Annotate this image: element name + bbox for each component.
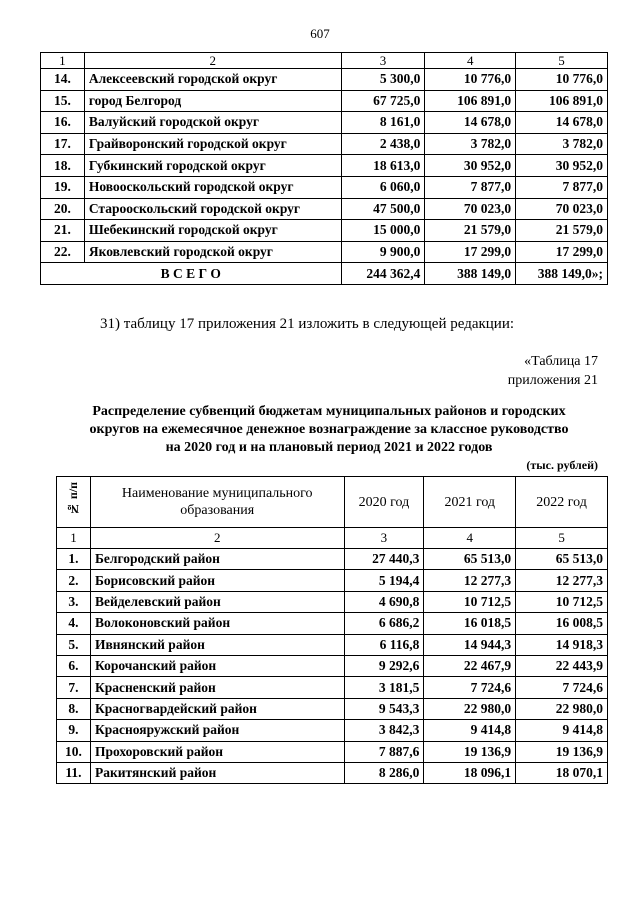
amount-cell: 21 579,0 xyxy=(425,220,516,242)
amount-cell: 14 678,0 xyxy=(425,112,516,134)
amount-cell: 9 900,0 xyxy=(341,241,425,263)
amount-cell: 21 579,0 xyxy=(516,220,608,242)
table-row xyxy=(57,655,608,676)
amount-cell: 9 414,8 xyxy=(424,720,516,741)
number-cell: 2 xyxy=(90,528,344,549)
amount-cell: 22 980,0 xyxy=(516,698,608,719)
table-row xyxy=(57,677,608,698)
total-row xyxy=(41,263,608,285)
number-row xyxy=(57,528,608,549)
row-number: 6. xyxy=(57,655,91,676)
header-cell: 2 xyxy=(84,53,341,69)
amount-cell: 19 136,9 xyxy=(424,741,516,762)
column-header-row xyxy=(57,477,608,528)
subvention-table xyxy=(56,476,608,784)
column-header: 2022 год xyxy=(516,477,608,528)
number-cell: 4 xyxy=(424,528,516,549)
amount-cell: 22 980,0 xyxy=(424,698,516,719)
row-number: 9. xyxy=(57,720,91,741)
amount-cell: 16 018,5 xyxy=(424,613,516,634)
table-row xyxy=(41,155,608,177)
amount-cell: 14 918,3 xyxy=(516,634,608,655)
amount-cell: 65 513,0 xyxy=(516,549,608,570)
amount-cell: 6 060,0 xyxy=(341,176,425,198)
amount-cell: 30 952,0 xyxy=(425,155,516,177)
district-name: Белгородский район xyxy=(90,549,344,570)
municipality-name: Яковлевский городской округ xyxy=(84,241,341,263)
amount-cell: 7 877,0 xyxy=(516,176,608,198)
column-header: Наименование муниципального образования xyxy=(90,477,344,528)
amount-cell: 7 887,6 xyxy=(344,741,424,762)
row-number-header: № п/п xyxy=(65,482,80,517)
amount-cell: 22 443,9 xyxy=(516,655,608,676)
amount-cell: 2 438,0 xyxy=(341,133,425,155)
row-number: 20. xyxy=(41,198,85,220)
district-name: Прохоровский район xyxy=(90,741,344,762)
amount-cell: 3 181,5 xyxy=(344,677,424,698)
amount-cell: 7 724,6 xyxy=(516,677,608,698)
table-row xyxy=(57,720,608,741)
amount-cell: 4 690,8 xyxy=(344,591,424,612)
amount-cell: 65 513,0 xyxy=(424,549,516,570)
row-number: 15. xyxy=(41,90,85,112)
amount-cell: 17 299,0 xyxy=(516,241,608,263)
district-name: Красногвардейский район xyxy=(90,698,344,719)
district-name: Борисовский район xyxy=(90,570,344,591)
row-number: 17. xyxy=(41,133,85,155)
municipality-name: Новооскольский городской округ xyxy=(84,176,341,198)
table-row xyxy=(41,133,608,155)
table-row xyxy=(41,176,608,198)
row-number: 1. xyxy=(57,549,91,570)
district-name: Красненский район xyxy=(90,677,344,698)
row-number: 7. xyxy=(57,677,91,698)
total-amount: 388 149,0»; xyxy=(516,263,608,285)
amount-cell: 7 877,0 xyxy=(425,176,516,198)
header-cell: 3 xyxy=(341,53,425,69)
district-name: Волоконовский район xyxy=(90,613,344,634)
amount-cell: 3 782,0 xyxy=(425,133,516,155)
table-note-line2: приложения 21 xyxy=(507,373,598,388)
municipality-name: Грайворонский городской округ xyxy=(84,133,341,155)
table-row xyxy=(41,90,608,112)
header-cell: 5 xyxy=(516,53,608,69)
table-row xyxy=(57,762,608,783)
amount-cell: 6 686,2 xyxy=(344,613,424,634)
amount-cell: 5 300,0 xyxy=(341,69,425,91)
header-row xyxy=(41,53,608,69)
table-note-line1: «Таблица 17 xyxy=(524,354,598,369)
row-number: 2. xyxy=(57,570,91,591)
row-number: 4. xyxy=(57,613,91,634)
total-label: В С Е Г О xyxy=(41,263,342,285)
amount-cell: 10 776,0 xyxy=(425,69,516,91)
amount-cell: 18 096,1 xyxy=(424,762,516,783)
amount-cell: 6 116,8 xyxy=(344,634,424,655)
title-line-3: на 2020 год и на плановый период 2021 и 2022 годов xyxy=(165,440,493,455)
amount-cell: 16 008,5 xyxy=(516,613,608,634)
table-title xyxy=(40,403,618,457)
row-number: 18. xyxy=(41,155,85,177)
amount-cell: 3 842,3 xyxy=(344,720,424,741)
table-row xyxy=(57,741,608,762)
row-number: 8. xyxy=(57,698,91,719)
column-header: 2021 год xyxy=(424,477,516,528)
amendment-paragraph: 31) таблицу 17 приложения 21 изложить в следующей редакции: xyxy=(100,316,515,332)
amount-cell: 17 299,0 xyxy=(425,241,516,263)
table-row xyxy=(41,112,608,134)
amount-cell: 10 712,5 xyxy=(516,591,608,612)
title-line-1: Распределение субвенций бюджетам муниципальных районов и городских xyxy=(92,404,566,419)
units-label: (тыс. рублей) xyxy=(526,458,598,472)
row-number: 19. xyxy=(41,176,85,198)
table-row xyxy=(57,634,608,655)
amount-cell: 47 500,0 xyxy=(341,198,425,220)
amount-cell: 30 952,0 xyxy=(516,155,608,177)
row-number: 14. xyxy=(41,69,85,91)
table-row xyxy=(57,570,608,591)
district-name: Ракитянский район xyxy=(90,762,344,783)
amount-cell: 9 414,8 xyxy=(516,720,608,741)
row-number: 5. xyxy=(57,634,91,655)
table-row xyxy=(41,69,608,91)
amount-cell: 18 070,1 xyxy=(516,762,608,783)
row-number: 3. xyxy=(57,591,91,612)
amount-cell: 18 613,0 xyxy=(341,155,425,177)
number-cell: 3 xyxy=(344,528,424,549)
amount-cell: 10 712,5 xyxy=(424,591,516,612)
row-number: 11. xyxy=(57,762,91,783)
amount-cell: 9 292,6 xyxy=(344,655,424,676)
total-amount: 244 362,4 xyxy=(341,263,425,285)
table-row xyxy=(57,591,608,612)
column-header xyxy=(57,477,91,528)
title-line-2: округов на ежемесячное денежное вознаграждение за классное руководство xyxy=(89,422,569,437)
amount-cell: 27 440,3 xyxy=(344,549,424,570)
page-number: 607 xyxy=(310,26,330,41)
table-row xyxy=(57,613,608,634)
table-row xyxy=(41,198,608,220)
header-cell: 4 xyxy=(425,53,516,69)
number-cell: 5 xyxy=(516,528,608,549)
header-cell: 1 xyxy=(41,53,85,69)
district-name: Корочанский район xyxy=(90,655,344,676)
amount-cell: 7 724,6 xyxy=(424,677,516,698)
table-row xyxy=(41,241,608,263)
amount-cell: 8 286,0 xyxy=(344,762,424,783)
amount-cell: 12 277,3 xyxy=(516,570,608,591)
amount-cell: 106 891,0 xyxy=(516,90,608,112)
amount-cell: 70 023,0 xyxy=(425,198,516,220)
row-number: 21. xyxy=(41,220,85,242)
amount-cell: 9 543,3 xyxy=(344,698,424,719)
amount-cell: 19 136,9 xyxy=(516,741,608,762)
table-row xyxy=(57,698,608,719)
district-name: Краснояружский район xyxy=(90,720,344,741)
municipality-name: Губкинский городской округ xyxy=(84,155,341,177)
amount-cell: 12 277,3 xyxy=(424,570,516,591)
amount-cell: 67 725,0 xyxy=(341,90,425,112)
row-number: 22. xyxy=(41,241,85,263)
row-number: 16. xyxy=(41,112,85,134)
amount-cell: 5 194,4 xyxy=(344,570,424,591)
row-number: 10. xyxy=(57,741,91,762)
amount-cell: 15 000,0 xyxy=(341,220,425,242)
municipality-name: город Белгород xyxy=(84,90,341,112)
district-name: Вейделевский район xyxy=(90,591,344,612)
table-row xyxy=(57,549,608,570)
amount-cell: 70 023,0 xyxy=(516,198,608,220)
number-cell: 1 xyxy=(57,528,91,549)
municipality-name: Валуйский городской округ xyxy=(84,112,341,134)
continued-allocation-table xyxy=(40,52,608,285)
municipality-name: Шебекинский городской округ xyxy=(84,220,341,242)
amount-cell: 3 782,0 xyxy=(516,133,608,155)
amount-cell: 14 678,0 xyxy=(516,112,608,134)
amount-cell: 8 161,0 xyxy=(341,112,425,134)
total-amount: 388 149,0 xyxy=(425,263,516,285)
amount-cell: 106 891,0 xyxy=(425,90,516,112)
municipality-name: Алексеевский городской округ xyxy=(84,69,341,91)
amount-cell: 10 776,0 xyxy=(516,69,608,91)
table-row xyxy=(41,220,608,242)
district-name: Ивнянский район xyxy=(90,634,344,655)
amount-cell: 14 944,3 xyxy=(424,634,516,655)
municipality-name: Старооскольский городской округ xyxy=(84,198,341,220)
amount-cell: 22 467,9 xyxy=(424,655,516,676)
column-header: 2020 год xyxy=(344,477,424,528)
